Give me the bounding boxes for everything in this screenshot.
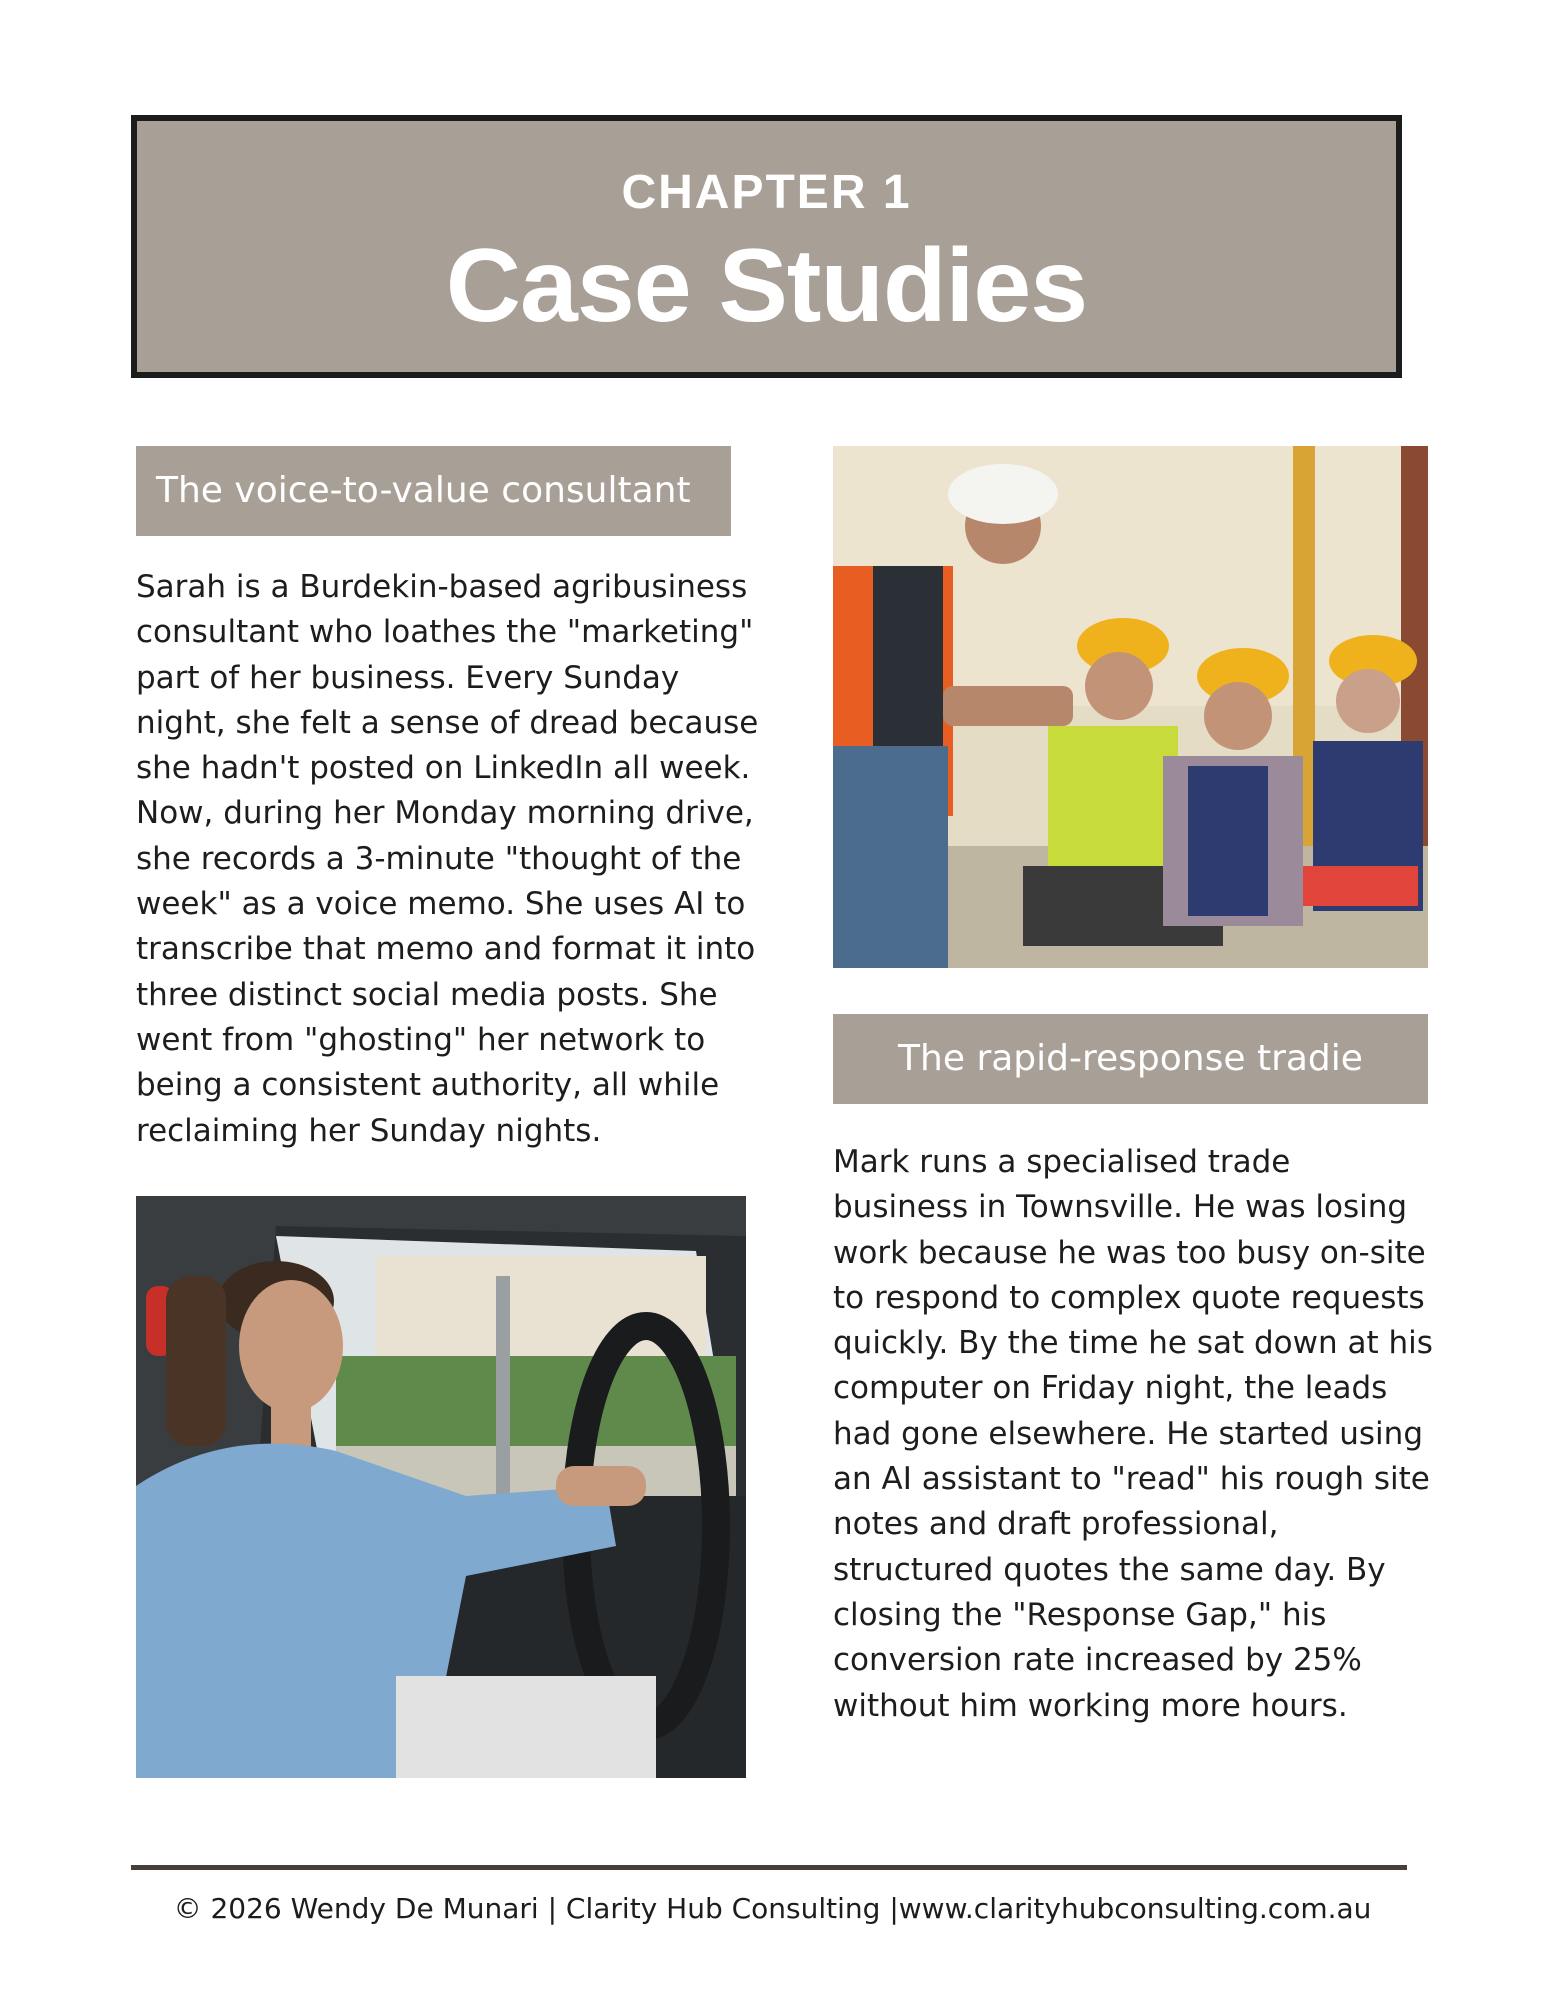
woman-driving-illustration bbox=[136, 1196, 746, 1778]
construction-workers-photo bbox=[833, 446, 1428, 968]
construction-workers-illustration bbox=[833, 446, 1428, 968]
chapter-title: Case Studies bbox=[445, 228, 1088, 344]
case-one-heading: The voice-to-value consultant bbox=[136, 446, 731, 536]
case-one-body: Sarah is a Burdekin-based agribusiness consultant who loathes the "marketing" part of her business. Every Sunday night, she felt a sense of dread because she hadn't posted on LinkedIn all week. Now, during her Monday morning drive, she records a 3-minute "thought of the week" as a voice memo. She uses AI to transcribe that memo and format it into three distinct social media posts. She went from "ghosting" her network to being a consistent authority, all while reclaiming her Sunday nights. bbox=[136, 569, 759, 1149]
case-two-heading: The rapid-response tradie bbox=[833, 1014, 1428, 1104]
chapter-banner bbox=[131, 115, 1402, 378]
woman-driving-photo bbox=[136, 1196, 746, 1778]
footer-divider bbox=[131, 1865, 1407, 1870]
chapter-label: CHAPTER 1 bbox=[621, 166, 912, 219]
case-two-body: Mark runs a specialised trade business in Townsville. He was losing work because he was too busy on-site to respond to complex quote requests quickly. By the time he sat down at his computer on Friday night, the leads had gone elsewhere. He started using an AI assistant to "read" his rough site notes and draft professional, structured quotes the same day. By closing the "Response Gap," his conversion rate increased by 25% without him working more hours. bbox=[833, 1144, 1433, 1724]
footer-copyright: © 2026 Wendy De Munari | Clarity Hub Consulting |www.clarityhubconsulting.com.au bbox=[173, 1892, 1372, 1925]
